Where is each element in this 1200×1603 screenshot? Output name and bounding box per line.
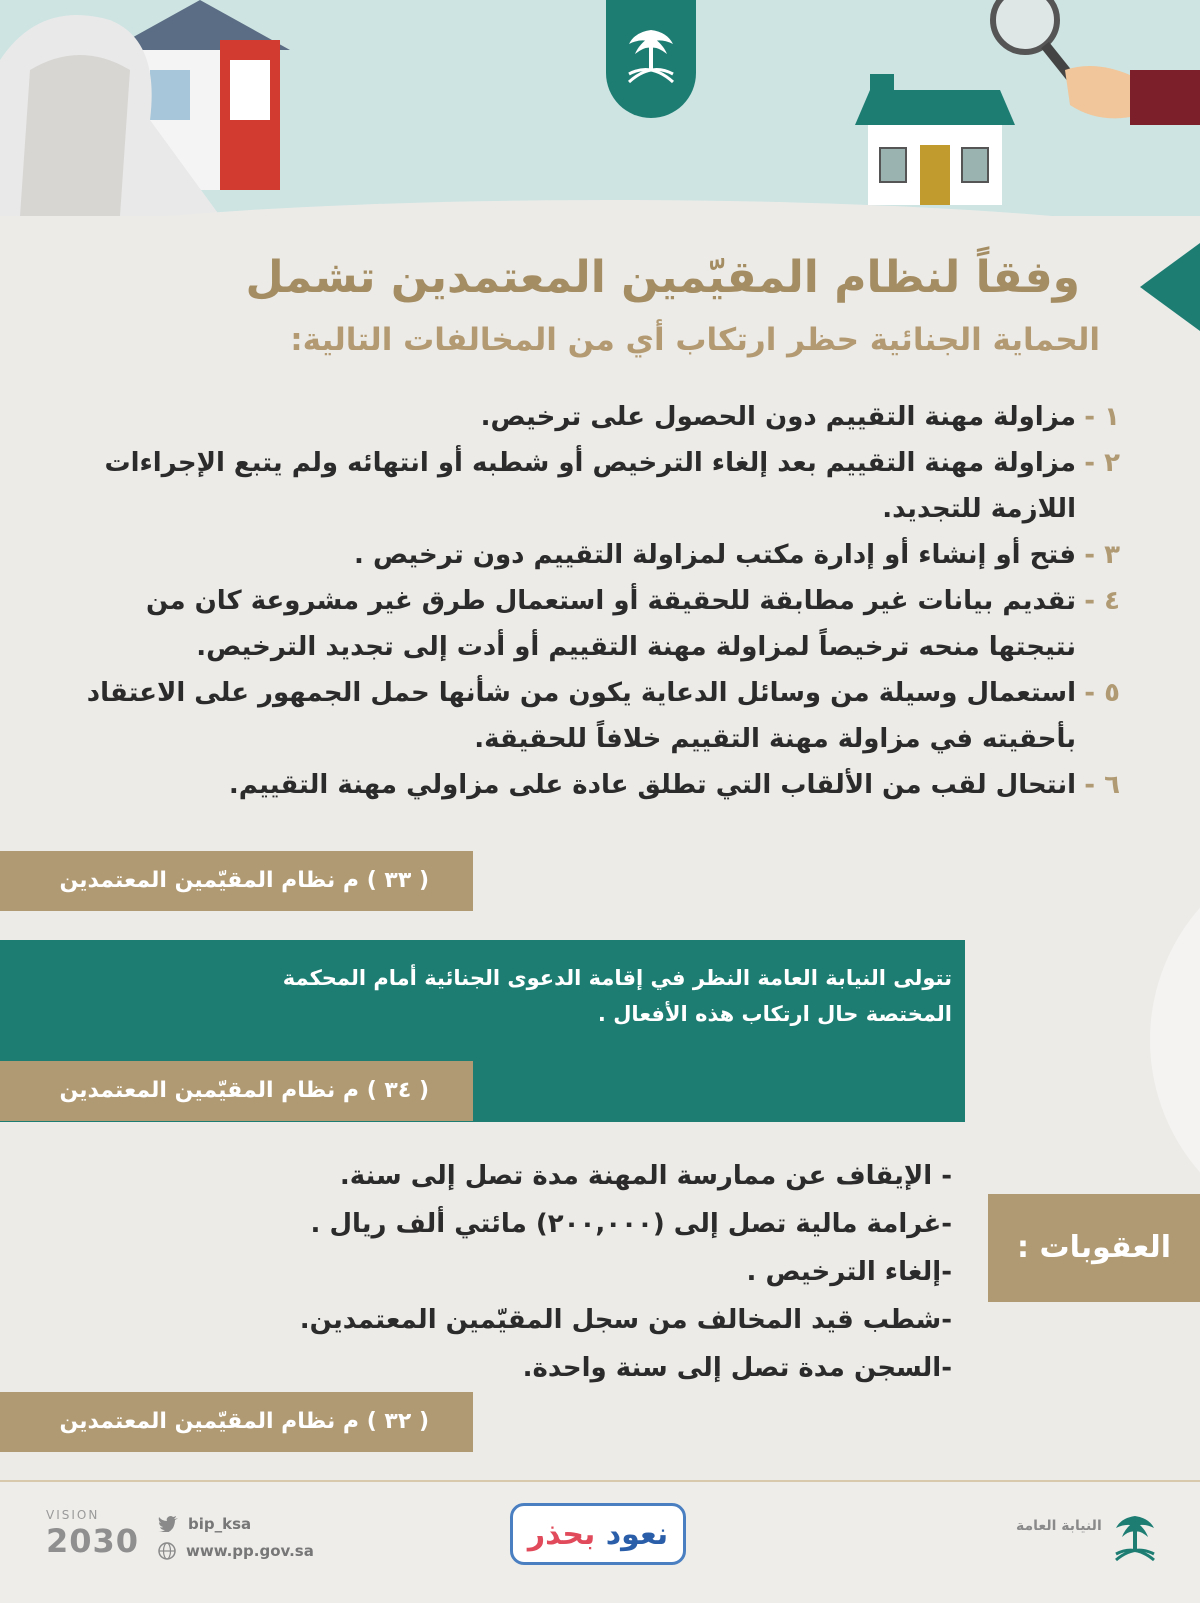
- vision-label: VISION: [46, 1508, 100, 1522]
- palm-swords-icon: [1110, 1510, 1160, 1566]
- list-item: [80, 394, 1120, 440]
- article-33-reference: ( ٣٣ ) م نظام المقيّمين المعتمدين: [0, 851, 473, 911]
- violations-list: [80, 394, 1120, 808]
- list-item-number: ٤ -: [1084, 586, 1120, 616]
- penalty-item: -غرامة مالية تصل إلى (٢٠٠,٠٠٠) مائتي ألف ريال .: [310, 1209, 952, 1239]
- list-item: [80, 532, 1120, 578]
- vision-year: 2030: [46, 1522, 140, 1560]
- list-item-text: استعمال وسيلة من وسائل الدعاية يكون من شأنها حمل الجمهور على الاعتقاد بأحقيته في مزاولة مهنة التقييم خلافاً للحقيقة.: [86, 678, 1076, 754]
- page-subtitle: الحماية الجنائية حظر ارتكاب أي من المخالفات التالية:: [290, 322, 1100, 358]
- globe-icon: [158, 1542, 176, 1560]
- emblem-tab: [606, 0, 696, 118]
- article-34-reference: ( ٣٤ ) م نظام المقيّمين المعتمدين: [0, 1061, 473, 1121]
- article-32-reference: ( ٣٢ ) م نظام المقيّمين المعتمدين: [0, 1392, 473, 1452]
- twitter-handle[interactable]: [158, 1515, 251, 1533]
- organization-name: النيابة العامة: [1016, 1518, 1102, 1534]
- list-item-text: مزاولة مهنة التقييم بعد إلغاء الترخيص أو شطبه أو انتهائه ولم يتبع الإجراءات اللازمة للتجديد.: [104, 448, 1076, 524]
- campaign-logo: [510, 1503, 686, 1565]
- list-item-number: ٦ -: [1084, 770, 1120, 800]
- list-item-text: تقديم بيانات غير مطابقة للحقيقة أو استعمال طرق غير مشروعة كان من نتيجتها منحه ترخيصاً لمزاولة مهنة التقييم أو أدت إلى تجديد الترخيص.: [146, 586, 1076, 662]
- man-with-house-illustration: [0, 0, 300, 216]
- list-item-number: ٥ -: [1084, 678, 1120, 708]
- list-item-number: ٢ -: [1084, 448, 1120, 478]
- list-item-text: انتحال لقب من الألقاب التي تطلق عادة على مزاولي مهنة التقييم.: [228, 770, 1076, 800]
- list-item: [80, 578, 1120, 670]
- page-title: وفقاً لنظام المقيّمين المعتمدين تشمل: [245, 252, 1080, 303]
- list-item-text: مزاولة مهنة التقييم دون الحصول على ترخيص.: [480, 402, 1076, 432]
- penalty-item: -السجن مدة تصل إلى سنة واحدة.: [522, 1353, 952, 1383]
- website-link[interactable]: [158, 1542, 314, 1560]
- list-item: [80, 440, 1120, 532]
- house-magnifier-illustration: [840, 0, 1200, 216]
- campaign-logo-accent: بحذر: [527, 1516, 596, 1552]
- campaign-logo-text: [528, 1517, 668, 1552]
- penalties-list: [232, 1152, 952, 1392]
- decorative-arc: [1090, 840, 1200, 1240]
- palm-swords-icon: [621, 22, 681, 92]
- twitter-handle-text: bip_ksa: [188, 1515, 252, 1533]
- title-arrow: [1140, 243, 1200, 331]
- list-item: [80, 670, 1120, 762]
- list-item-number: ١ -: [1084, 402, 1120, 432]
- list-item-text: فتح أو إنشاء أو إدارة مكتب لمزاولة التقييم دون ترخيص .: [354, 540, 1076, 570]
- penalty-item: -إلغاء الترخيص .: [746, 1257, 952, 1287]
- prosecution-text: تتولى النيابة العامة النظر في إقامة الدعوى الجنائية أمام المحكمة المختصة حال ارتكاب هذه الأفعال .: [282, 966, 952, 1026]
- vision-2030-logo: [46, 1508, 139, 1560]
- list-item: [80, 762, 1120, 808]
- penalties-label: العقوبات :: [988, 1194, 1200, 1302]
- campaign-logo-main: نعود: [605, 1516, 669, 1552]
- list-item-number: ٣ -: [1084, 540, 1120, 570]
- penalty-item: - الإيقاف عن ممارسة المهنة مدة تصل إلى سنة.: [339, 1161, 952, 1191]
- twitter-icon: [158, 1516, 178, 1532]
- website-text: www.pp.gov.sa: [186, 1542, 314, 1560]
- public-prosecution-logo: [1016, 1518, 1102, 1534]
- header-banner: [0, 0, 1200, 216]
- penalty-item: -شطب قيد المخالف من سجل المقيّمين المعتمدين.: [299, 1305, 952, 1335]
